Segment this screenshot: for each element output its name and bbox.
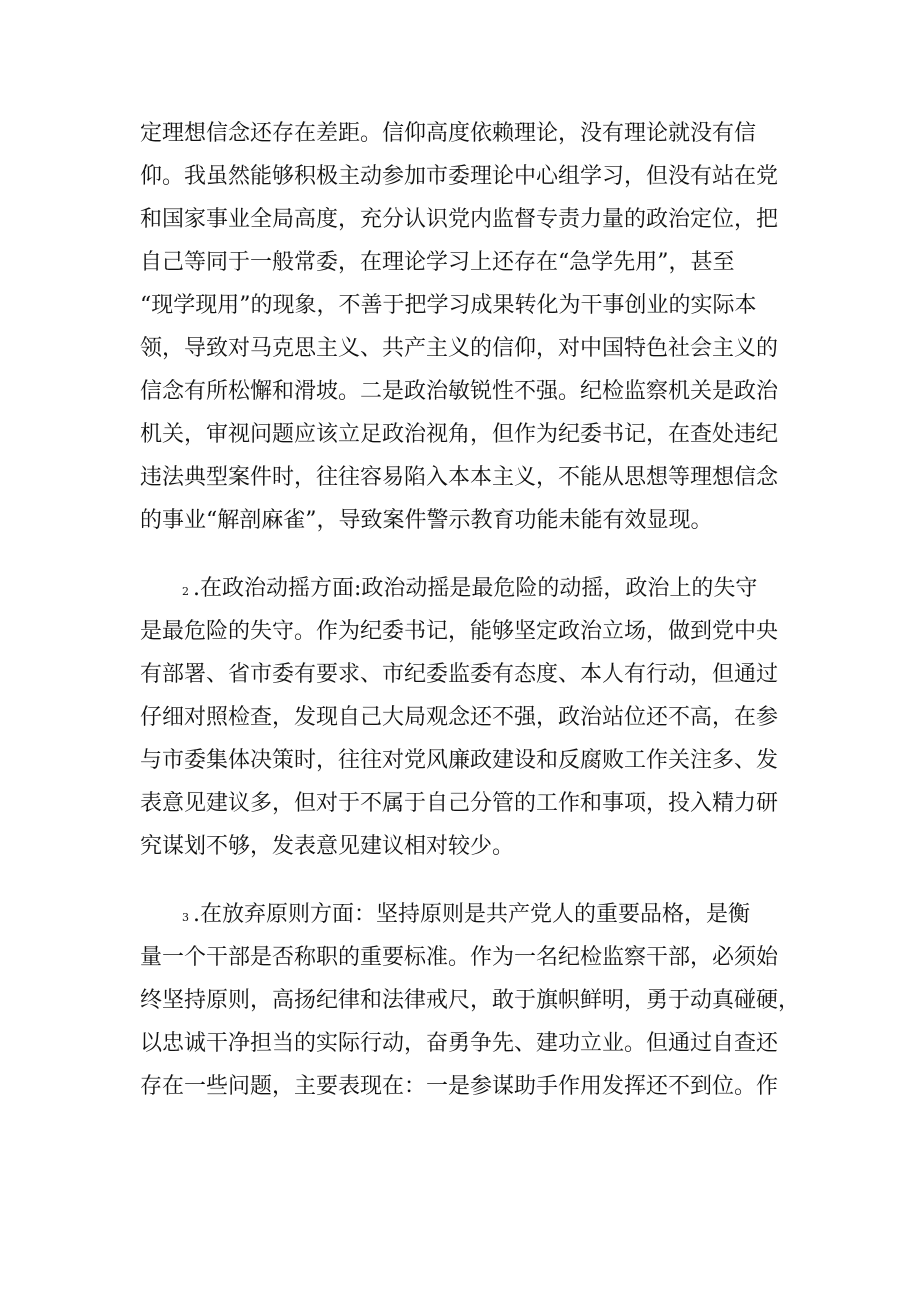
paragraph-3 [140, 893, 801, 1108]
text-line: 自己等同于一般常委，在理论学习上还存在“急学先用”，甚至 [140, 250, 735, 275]
text-line: 存在一些问题，主要表现在：一是参谋助手作用发挥还不到位。作 [140, 1074, 779, 1099]
text-line: 仰。我虽然能够积极主动参加市委理论中心组学习，但没有站在党 [140, 164, 779, 189]
text-line: 领，导致对马克思主义、共产主义的信仰，对中国特色社会主义的 [140, 336, 779, 361]
text-line: 表意见建议多，但对于不属于自己分管的工作和事项，投入精力研 [140, 791, 779, 816]
item-number: 3 [182, 911, 189, 924]
text-line: 究谋划不够，发表意见建议相对较少。 [140, 834, 515, 859]
item-heading-text: .在政治动摇方面:政治动摇是最危险的动摇，政治上的失守 [193, 576, 758, 601]
text-line: 和国家事业全局高度，充分认识党内监督专责力量的政治定位，把 [140, 207, 779, 232]
text-line-first [140, 567, 780, 610]
paragraph-spacing [140, 868, 780, 893]
text-line: 与市委集体决策时，往往对党风廉政建设和反腐败工作关注多、发 [140, 748, 779, 773]
text-line: “现学现用”的现象，不善于把学习成果转化为干事创业的实际本 [140, 293, 757, 318]
body-text [140, 112, 801, 1108]
paragraph-spacing [140, 542, 780, 567]
text-line: 的事业“解剖麻雀”，导致案件警示教育功能未能有效显现。 [140, 508, 713, 533]
text-line: 有部署、省市委有要求、市纪委监委有态度、本人有行动，但通过 [140, 662, 779, 687]
item-heading-text: .在放弃原则方面：坚持原则是共产党人的重要品格，是衡 [193, 902, 750, 927]
text-line: 机关，审视问题应该立足政治视角，但作为纪委书记，在查处违纪 [140, 422, 779, 447]
item-number: 2 [182, 585, 189, 598]
text-line: 违法典型案件时，往往容易陷入本本主义，不能从思想等理想信念 [140, 465, 779, 490]
text-line-first [140, 893, 780, 936]
text-line: 信念有所松懈和滑坡。二是政治敏锐性不强。纪检监察机关是政治 [140, 379, 779, 404]
text-line: 定理想信念还存在差距。信仰高度依赖理论，没有理论就没有信 [140, 121, 757, 146]
paragraph-1 [140, 112, 780, 542]
text-line: 仔细对照检查，发现自己大局观念还不强，政治站位还不高，在参 [140, 705, 779, 730]
paragraph-2 [140, 567, 780, 868]
text-line: 量一个干部是否称职的重要标准。作为一名纪检监察干部，必须始 [140, 945, 779, 970]
text-line: 以忠诚干净担当的实际行动，奋勇争先、建功立业。但通过自查还 [140, 1031, 779, 1056]
text-line: 终坚持原则，高扬纪律和法律戒尺，敢于旗帜鲜明，勇于动真碰硬， [140, 988, 801, 1013]
text-line: 是最危险的失守。作为纪委书记，能够坚定政治立场，做到党中央 [140, 619, 779, 644]
